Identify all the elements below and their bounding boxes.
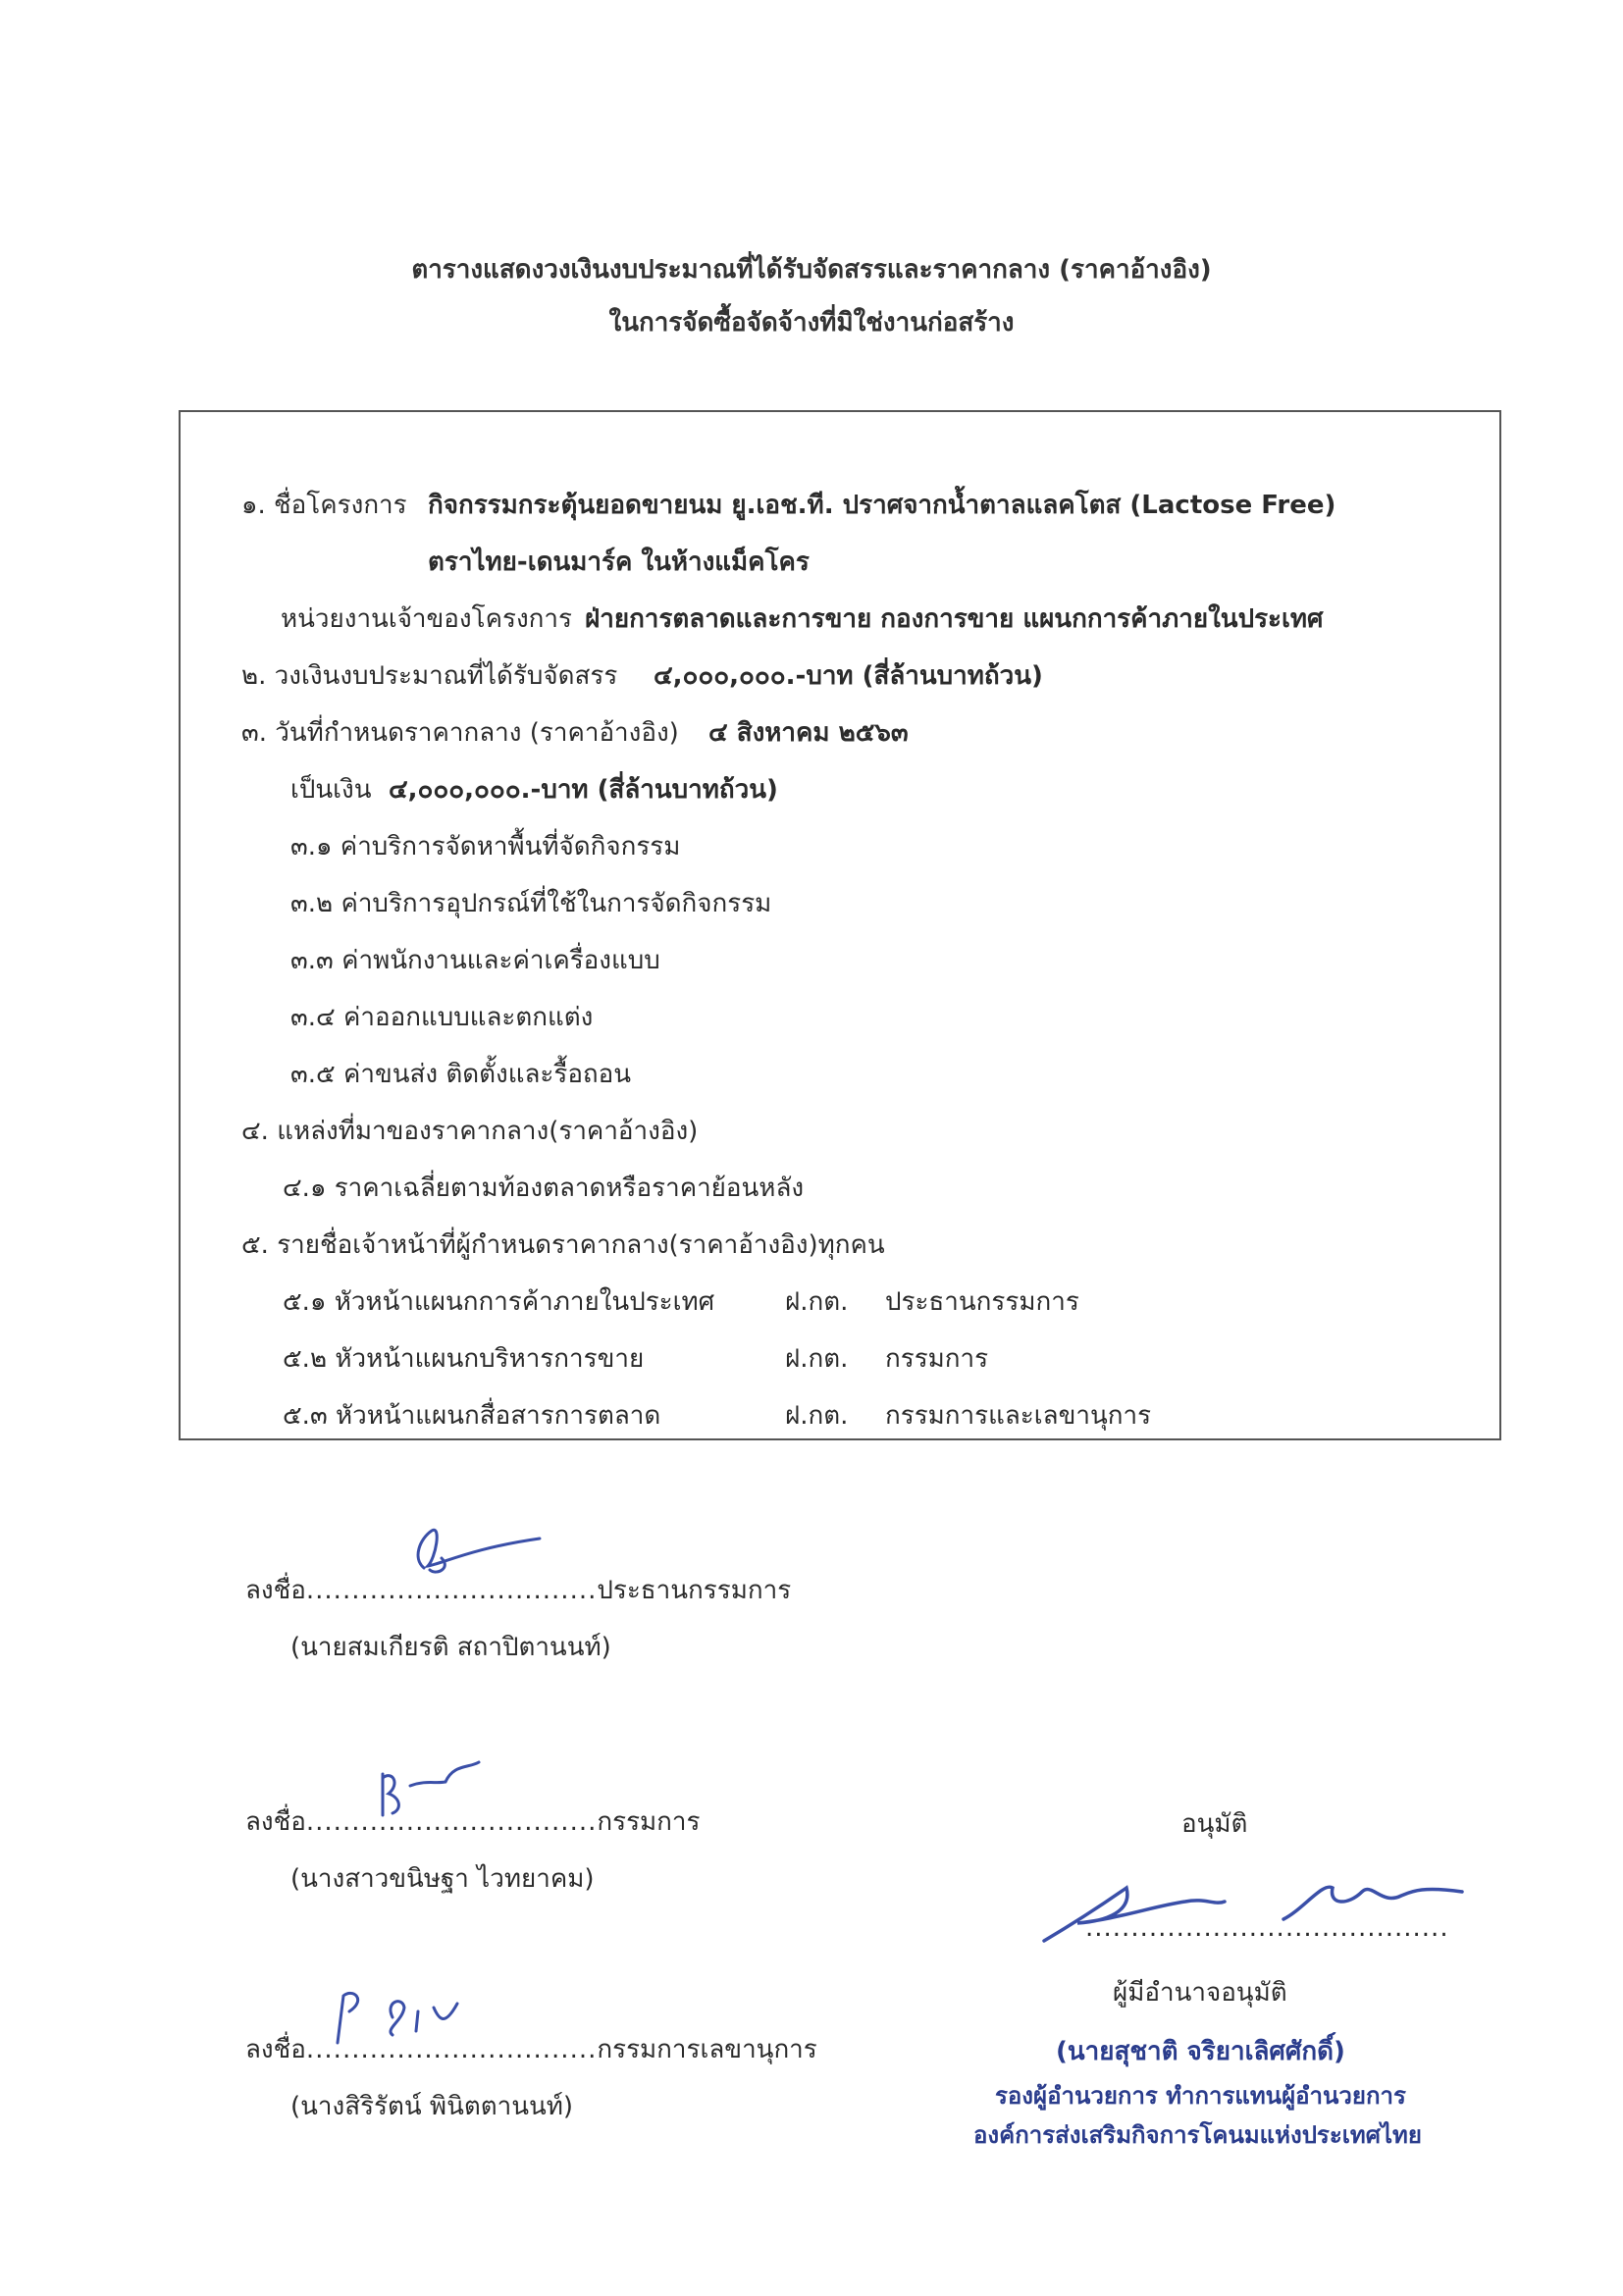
signature-line: ................................ <box>305 2035 598 2064</box>
project-name-line2: ตราไทย-เดนมาร์ค ในห้างแม็คโคร <box>428 548 810 577</box>
committee-member-role: กรรมการ <box>885 1344 989 1374</box>
sign-label: ลงชื่อ <box>245 1576 306 1605</box>
median-price-date: ๔ สิงหาคม ๒๕๖๓ <box>708 718 909 748</box>
committee-member-title: ๕.๒ หัวหน้าแผนกบริหารการขาย <box>283 1344 645 1374</box>
cost-item: ๓.๓ ค่าพนักงานและค่าเครื่องแบบ <box>290 946 660 975</box>
cost-item: ๓.๕ ค่าขนส่ง ติดตั้งและรื้อถอน <box>290 1060 632 1089</box>
committee-label: ๕. รายชื่อเจ้าหน้าที่ผู้กำหนดราคากลาง(ราคาอ้างอิง)ทุกคน <box>241 1230 885 1260</box>
sign-label: ลงชื่อ <box>245 2035 306 2064</box>
signature-line: ................................ <box>305 1807 598 1837</box>
committee-member-dept: ฝ.กต. <box>785 1344 849 1374</box>
handwritten-signature-2 <box>371 1754 489 1823</box>
source-item: ๔.๑ ราคาเฉลี่ยตามท้องตลาดหรือราคาย้อนหลัง <box>283 1174 805 1203</box>
handwritten-signature-3 <box>324 1982 500 2051</box>
signature-role: กรรมการ <box>597 1807 701 1837</box>
source-label: ๔. แหล่งที่มาของราคากลาง(ราคาอ้างอิง) <box>241 1117 699 1146</box>
project-owner-label: หน่วยงานเจ้าของโครงการ <box>281 604 572 634</box>
median-price-label: ๓. วันที่กำหนดราคากลาง (ราคาอ้างอิง) <box>241 718 679 748</box>
committee-member-dept: ฝ.กต. <box>785 1287 849 1317</box>
signatory-name: (นายสมเกียรติ สถาปิตานนท์) <box>290 1633 611 1662</box>
cost-item: ๓.๑ ค่าบริการจัดหาพื้นที่จัดกิจกรรม <box>290 832 681 861</box>
approver-organization: องค์การส่งเสริมกิจการโคนมแห่งประเทศไทย <box>973 2121 1422 2149</box>
approver-name: (นายสุชาติ จริยาเลิศศักดิ์) <box>1056 2037 1345 2066</box>
approver-label: ผู้มีอำนาจอนุมัติ <box>1113 1978 1287 2008</box>
committee-member-title: ๕.๑ หัวหน้าแผนกการค้าภายในประเทศ <box>283 1287 715 1317</box>
cost-item: ๓.๒ ค่าบริการอุปกรณ์ที่ใช้ในการจัดกิจกรรม <box>290 889 772 918</box>
project-owner-value: ฝ่ายการตลาดและการขาย กองการขาย แผนกการค้าภายในประเทศ <box>585 604 1324 634</box>
budget-value: ๔,๐๐๐,๐๐๐.-บาท (สี่ล้านบาทถ้วน) <box>654 661 1043 691</box>
median-amount-value: ๔,๐๐๐,๐๐๐.-บาท (สี่ล้านบาทถ้วน) <box>389 775 778 805</box>
signatory-name: (นางสาวขนิษฐา ไวทยาคม) <box>290 1864 595 1894</box>
signature-line: ................................ <box>305 1576 598 1605</box>
budget-label: ๒. วงเงินงบประมาณที่ได้รับจัดสรร <box>241 661 618 691</box>
committee-member-role: กรรมการและเลขานุการ <box>885 1401 1152 1431</box>
approval-signature-line: ........................................ <box>1085 1913 1449 1943</box>
signature-role: ประธานกรรมการ <box>597 1576 792 1605</box>
committee-member-role: ประธานกรรมการ <box>885 1287 1079 1317</box>
sign-label: ลงชื่อ <box>245 1807 306 1837</box>
document-title-line2: ในการจัดซื้อจัดจ้างที่มิใช่งานก่อสร้าง <box>608 308 1015 338</box>
committee-member-dept: ฝ.กต. <box>785 1401 849 1431</box>
project-name-line1: กิจกรรมกระตุ้นยอดขายนม ยู.เอช.ที. ปราศจากน้ำตาลแลคโตส (Lactose Free) <box>428 491 1336 520</box>
document-title-line1: ตารางแสดงวงเงินงบประมาณที่ได้รับจัดสรรและราคากลาง (ราคาอ้างอิง) <box>411 255 1212 285</box>
project-label: ๑. ชื่อโครงการ <box>241 491 407 520</box>
approver-title: รองผู้อำนวยการ ทำการแทนผู้อำนวยการ <box>995 2082 1406 2110</box>
committee-member-title: ๕.๓ หัวหน้าแผนกสื่อสารการตลาด <box>283 1401 661 1431</box>
signature-role: กรรมการเลขานุการ <box>597 2035 817 2064</box>
cost-item: ๓.๔ ค่าออกแบบและตกแต่ง <box>290 1003 594 1032</box>
handwritten-signature-1 <box>402 1519 559 1588</box>
signatory-name: (นางสิริรัตน์ พินิตตานนท์) <box>290 2092 574 2121</box>
approval-heading: อนุมัติ <box>1181 1809 1248 1839</box>
median-amount-label: เป็นเงิน <box>290 775 372 805</box>
